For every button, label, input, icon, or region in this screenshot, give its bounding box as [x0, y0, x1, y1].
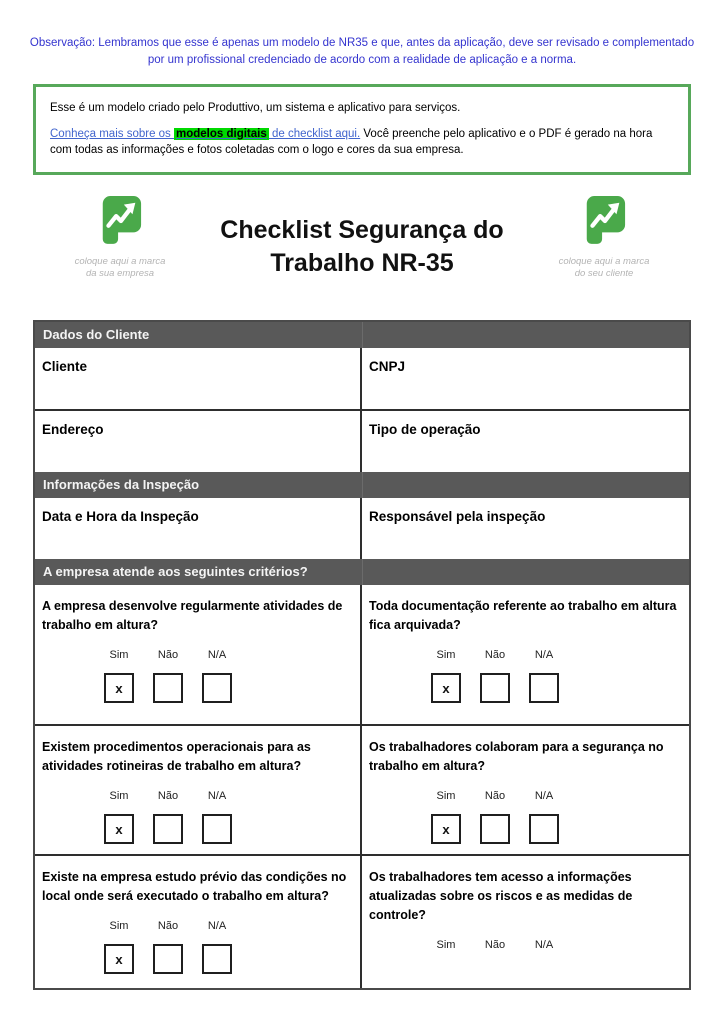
client-logo-block — [514, 194, 694, 280]
top-note — [24, 35, 700, 69]
column-divider — [362, 472, 363, 498]
question-text: Existe na empresa estudo prévio das condições no local onde será executado o trabalho em altura? — [42, 870, 347, 903]
checkbox-nao[interactable] — [480, 814, 510, 844]
field-label: Data e Hora da Inspeção — [42, 509, 199, 524]
column-divider — [362, 559, 363, 585]
option-label-sim: Sim — [109, 790, 129, 802]
option-labels — [104, 920, 352, 932]
question-row — [35, 585, 689, 724]
checkbox-na[interactable] — [202, 673, 232, 703]
checkbox-nao[interactable] — [153, 814, 183, 844]
option-label-na: N/A — [207, 790, 227, 802]
highlight-text[interactable]: modelos digitais — [176, 128, 267, 140]
field-label: Endereço — [42, 422, 104, 437]
question-cell-6 — [362, 856, 689, 988]
client-caption-line1: coloque aqui a marca — [558, 256, 650, 267]
option-label-na: N/A — [207, 920, 227, 932]
checkbox-na[interactable] — [529, 814, 559, 844]
option-label-sim: Sim — [109, 649, 129, 661]
option-label-nao: Não — [157, 790, 179, 802]
table-row — [35, 348, 689, 409]
option-labels — [431, 790, 681, 802]
question-cell-1 — [35, 585, 362, 724]
options-group — [104, 649, 352, 703]
option-label-na: N/A — [207, 649, 227, 661]
options-group — [431, 939, 681, 951]
option-label-na: N/A — [534, 649, 554, 661]
section-title: Informações da Inspeção — [43, 477, 200, 492]
option-label-na: N/A — [534, 939, 554, 951]
options-group — [104, 790, 352, 844]
link-text-after[interactable]: de checklist aqui. — [268, 128, 361, 140]
question-text: Os trabalhadores colaboram para a segurança no trabalho em altura? — [369, 740, 664, 773]
checkbox-na[interactable] — [202, 814, 232, 844]
question-cell-3 — [35, 726, 362, 854]
option-label-sim: Sim — [436, 939, 456, 951]
question-text: Toda documentação referente ao trabalho em altura fica arquivada? — [369, 599, 677, 632]
option-label-nao: Não — [157, 649, 179, 661]
option-boxes — [104, 814, 352, 844]
field-endereco[interactable] — [35, 411, 362, 472]
info-line1-text: Esse é um modelo criado pelo Produttivo, um sistema e aplicativo para serviços. — [50, 102, 461, 114]
title-line2: Trabalho NR-35 — [270, 249, 454, 277]
field-label: Tipo de operação — [369, 422, 481, 437]
field-label: Cliente — [42, 359, 88, 374]
question-text: Os trabalhadores tem acesso a informações atualizadas sobre os riscos e as medidas de controle? — [369, 870, 633, 922]
option-labels — [431, 939, 681, 951]
option-label-sim: Sim — [109, 920, 129, 932]
link-text-before[interactable]: Conheça mais sobre os — [50, 128, 175, 140]
field-label: CNPJ — [369, 359, 406, 374]
checkbox-sim[interactable]: x — [431, 814, 461, 844]
option-label-sim: Sim — [436, 790, 456, 802]
option-boxes — [431, 814, 681, 844]
client-logo-caption — [559, 256, 650, 280]
table-row — [35, 498, 689, 559]
checkbox-sim[interactable]: x — [431, 673, 461, 703]
section-header-criterios — [35, 559, 689, 585]
option-boxes — [104, 673, 352, 703]
company-caption-line1: coloque aqui a marca — [74, 256, 166, 267]
option-boxes — [104, 944, 352, 974]
option-label-nao: Não — [484, 939, 506, 951]
section-header-dados-cliente — [35, 322, 689, 348]
top-note-text: Observação: Lembramos que esse é apenas um modelo de NR35 e que, antes da aplicação, deve ser revisado e complementado por um profissional credenciado de acordo com a realidade de aplicação e a norma. — [29, 37, 695, 66]
column-divider — [362, 322, 363, 348]
produttivo-logo-icon — [581, 194, 627, 249]
checkbox-nao[interactable] — [153, 944, 183, 974]
options-group — [104, 920, 352, 974]
produttivo-logo-icon — [97, 194, 143, 249]
section-header-informacoes-inspecao — [35, 472, 689, 498]
checklist-link[interactable] — [50, 128, 360, 140]
question-row — [35, 724, 689, 854]
company-logo-caption — [75, 256, 166, 280]
question-text: A empresa desenvolve regularmente atividades de trabalho em altura? — [42, 599, 343, 632]
option-label-sim: Sim — [436, 649, 456, 661]
section-title: Dados do Cliente — [43, 327, 150, 342]
company-caption-line2: da sua empresa — [85, 268, 155, 279]
question-row — [35, 854, 689, 988]
field-cnpj[interactable] — [362, 348, 689, 409]
question-cell-4 — [362, 726, 689, 854]
info-line1 — [50, 100, 674, 116]
checkbox-na[interactable] — [529, 673, 559, 703]
table-row — [35, 409, 689, 472]
checkbox-sim[interactable]: x — [104, 673, 134, 703]
option-labels — [104, 649, 352, 661]
option-label-nao: Não — [484, 790, 506, 802]
question-cell-5 — [35, 856, 362, 988]
option-label-nao: Não — [157, 920, 179, 932]
question-text: Existem procedimentos operacionais para as atividades rotineiras de trabalho em altura? — [42, 740, 311, 773]
checkbox-sim[interactable]: x — [104, 944, 134, 974]
page-title — [210, 214, 514, 280]
company-logo-block — [30, 194, 210, 280]
title-line1: Checklist Segurança do — [220, 216, 504, 244]
options-group — [431, 790, 681, 844]
option-labels — [104, 790, 352, 802]
info-box — [33, 84, 691, 175]
field-cliente[interactable] — [35, 348, 362, 409]
brand-row — [0, 194, 724, 280]
field-data-hora[interactable] — [35, 498, 362, 559]
client-caption-line2: do seu cliente — [574, 268, 634, 279]
option-boxes — [431, 673, 681, 703]
checkbox-nao[interactable] — [153, 673, 183, 703]
options-group — [431, 649, 681, 703]
option-label-na: N/A — [534, 790, 554, 802]
info-rest-text: Você preenche pelo aplicativo e o PDF é gerado na hora com todas as informações e fotos coletadas com o logo e cores da sua empresa. — [50, 128, 653, 156]
field-tipo-operacao[interactable] — [362, 411, 689, 472]
checkbox-nao[interactable] — [480, 673, 510, 703]
option-labels — [431, 649, 681, 661]
section-title: A empresa atende aos seguintes critérios? — [43, 564, 308, 579]
info-line2 — [50, 126, 674, 158]
option-label-nao: Não — [484, 649, 506, 661]
checkbox-na[interactable] — [202, 944, 232, 974]
field-label: Responsável pela inspeção — [369, 509, 546, 524]
question-cell-2 — [362, 585, 689, 724]
checklist-table — [33, 320, 691, 990]
field-responsavel[interactable] — [362, 498, 689, 559]
checkbox-sim[interactable]: x — [104, 814, 134, 844]
